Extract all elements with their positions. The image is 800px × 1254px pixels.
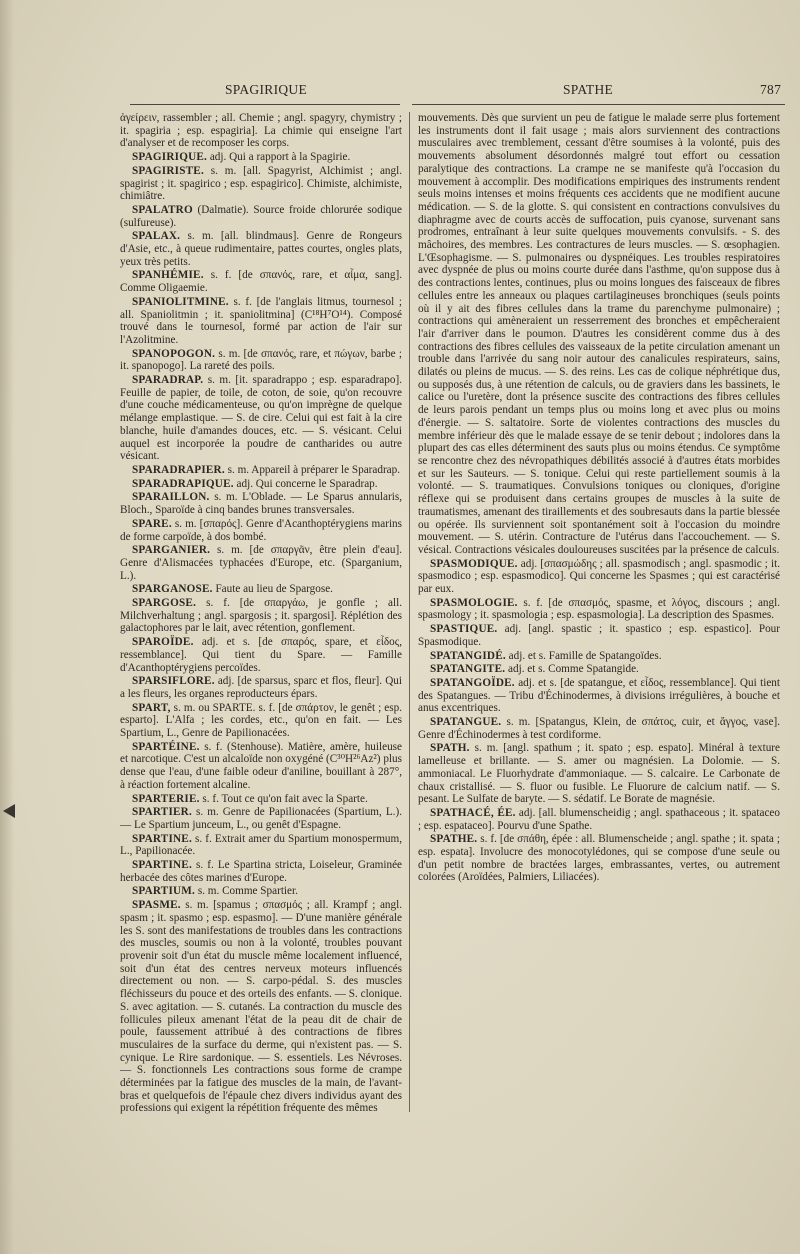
dictionary-entry xyxy=(120,806,402,831)
dictionary-entry xyxy=(418,663,780,676)
entry-headword: SPASME. xyxy=(132,899,181,912)
dictionary-entry xyxy=(418,807,780,832)
entry-headword: SPARTINE. xyxy=(132,832,192,845)
entry-headword: SPARGANOSE. xyxy=(132,583,213,596)
entry-definition: s. m. [angl. spathum ; it. spato ; esp. espato]. Minéral à texture lamelleuse et brillante. — S. amer ou magnésien. La Dolomie. — S. ammoniacal. Le Fluorhydrate d'ammoniaque. — S. calcaire. Le Carbonate de chaux cristallisé. — S. fluor ou fusible. Le Fluorure de calcium natif. — S. pesant. Le Sulfate de baryte. — S. sédatif. Le Borate de magnésie. xyxy=(418,742,780,806)
entry-headword: SPARTIUM. xyxy=(132,885,196,898)
dictionary-entry xyxy=(418,742,780,806)
entry-headword: SPAGIRIQUE. xyxy=(132,151,208,164)
right-column xyxy=(418,112,780,884)
entry-headword: SPARADRAPIER. xyxy=(132,463,225,476)
entry-headword: SPASMOLOGIE. xyxy=(430,596,518,609)
entry-headword: SPATHACÉ, ÉE. xyxy=(430,806,516,819)
dictionary-entry xyxy=(120,702,402,740)
entry-headword: SPARE. xyxy=(132,517,172,530)
dictionary-entry xyxy=(120,899,402,1115)
entry-headword: SPARADRAPIQUE. xyxy=(132,477,234,490)
dictionary-entry xyxy=(120,675,402,700)
dictionary-entry xyxy=(418,623,780,648)
entry-definition: s. m. [all. blindmaus]. Genre de Rongeurs d'Asie, etc., à queue rudimentaire, pattes courtes, ongles plats, yeux très petits. xyxy=(120,230,402,268)
entry-headword: SPARGOSE. xyxy=(132,597,197,610)
entry-definition: adj. [all. blumenscheidig ; angl. spathaceous ; it. spataceo ; esp. espataceo]. Pourvu d'une Spathe. xyxy=(418,806,780,832)
entry-headword: SPARAILLON. xyxy=(132,491,210,504)
entry-definition: mouvements. Dès que survient un peu de fatigue le malade serre plus fortement les instruments dont il fait usage ; mais alors surviennent des contractions musculaires avec tremblement, cessant d'être soumises à la volonté, puis des mouvements absolument désordonnés malgré tout effort ou cessation paralytique des contractions. La crampe ne se manifeste qu'à l'occasion du mouvement à accomplir. Des modifications empiriques des instruments rendent seuls moins intenses et moins fréquents ces accidents que ne modifient aucune médication. — S. de la glotte. S. qui consistent en contractions convulsives du diaphragme avec de courts accès de suffocation, puis cyanose, survenant sans prodromes, entraînant à leur suite quelques mouvements convulsifs. - S. des mâchoires, des membres. Les contractures de leurs muscles. — S. œsophagien. L'Œsophagisme. — S. pulmonaires ou dyspnéiques. Les troubles respiratoires avec dyspnée de plus ou moins courte durée dans l'asthme, qu'on suppose dus à des contractions lentes, continues, plus ou moins longues des faisceaux de fibres cellules entre les anneaux ou plaques cartilagineuses bronchiques (seuls points où il y ait des fibres cellules dans la trame du parenchyme pulmonaire) ; contractions qui amèneraient un resserrement des bronches et empêcheraient l'air d'arriver dans le poumon. D'autres les considèrent comme dus à des contractions des fibres cellules des vaisseaux de la petite circulation amenant un trouble dans l'arrivée du sang noir autour des canalicules respirateurs, sains, dilatés ou pleins de mucus. — S. des reins. Les cas de colique néphrétique dus, ou supposés dus, à une rétention de calculs, ou de graviers dans les bassinets, le calice ou l'uretère, dont la présence suscite des contractions des fibres cellules de leurs parois pendant un temps plus ou moins long et avec plus ou moins d'énergie. — S. saltatoire. Sorte de violentes contractions des muscles du membre inférieur dès que le malade essaye de se tenir debout ; indolores dans la plupart des cas elles déterminent des sauts plus ou moins étendus. Ce symptôme se rencontre chez des névropathiques débilités associé à d'autres états morbides et sur les Sauteurs. — S. tonique. Celui qui reste partiellement soumis à la volonté. — S. traumatiques. Convulsions toniques ou cloniques, d'origine réflexe qui se produisent dans certains groupes de muscles à la suite de traumatismes, amenant des tiraillements et des soubresauts dans la partie blessée ou opérée. Ils surviennent soit spontanément soit à l'occasion du moindre mouvement. — S. utérin. Contracture de l'utérus dans l'accouchement. — S. vésical. Contractions vésicales douloureuses suscitées par la présence de calculs. xyxy=(418,112,780,556)
entry-definition: s. f. [de σπανός, rare, et αἷμα, sang]. Comme Oligaemie. xyxy=(120,269,402,295)
dictionary-entry xyxy=(120,269,402,294)
dictionary-entry xyxy=(120,112,402,150)
dictionary-entry xyxy=(120,885,402,898)
entry-definition: s. f. [de σπάθη, épée : all. Blumenscheide ; angl. spathe ; it. spata ; esp. espata]. Involucre des monocotylédones, qui se compose d'une seule ou d'un petit nombre de bractées larges, embrassantes, vertes, ou autrement colorées (Aroïdées, Palmiers, Liliacées). xyxy=(418,833,780,884)
entry-headword: SPARSIFLORE. xyxy=(132,675,215,688)
entry-definition: adj. Qui a rapport à la Spagirie. xyxy=(207,151,351,164)
dictionary-entry xyxy=(120,464,402,477)
dictionary-entry xyxy=(120,793,402,806)
entry-headword: SPALAX. xyxy=(132,230,181,243)
entry-definition: s. m. Comme Spartier. xyxy=(195,885,298,898)
entry-headword: SPARTÉINE. xyxy=(132,740,200,753)
entry-definition: s. m. Genre de Papilionacées (Spartium, L.). — Le Spartium junceum, L., ou genêt d'Espagne. xyxy=(120,806,402,831)
entry-headword: SPARGANIER. xyxy=(132,544,211,557)
left-column xyxy=(120,112,402,1115)
entry-definition: adj. [angl. spastic ; it. spastico ; esp. espastico]. Pour Spasmodique. xyxy=(418,623,780,648)
dictionary-entry xyxy=(120,859,402,884)
dictionary-entry xyxy=(120,296,402,347)
dictionary-entry xyxy=(120,741,402,792)
dictionary-entry xyxy=(418,677,780,715)
entry-definition: adj. [σπασμώδης ; all. spasmodisch ; angl. spasmodic ; it. spasmodico ; esp. espasmodico]. Qui concerne les Spasmes ; qui est caractérisé par eux. xyxy=(418,557,780,596)
header-right-guide-word: SPATHE xyxy=(563,82,614,97)
entry-headword: SPASMODIQUE. xyxy=(430,557,518,570)
entry-definition: s. m. Appareil à préparer le Sparadrap. xyxy=(224,463,401,476)
entry-definition: s. m. [Spatangus, Klein, de σπάτος, cuir, et ἄγγος, vase]. Genre d'Échinodermes à test cordiforme. xyxy=(418,716,780,741)
entry-headword: SPALATRO xyxy=(132,203,193,216)
dictionary-entry xyxy=(120,491,402,516)
entry-headword: SPATANGOÏDE. xyxy=(430,676,515,689)
header-left-guide-word: SPAGIRIQUE xyxy=(225,82,308,97)
entry-headword: SPAGIRISTE. xyxy=(132,164,204,177)
dictionary-entry xyxy=(418,833,780,884)
entry-definition: adj. et s. Famille de Spatangoïdes. xyxy=(505,649,662,662)
entry-headword: SPANOPOGON. xyxy=(132,347,216,360)
entry-headword: SPATANGIDÉ. xyxy=(430,649,506,662)
entry-definition: s. m. ou SPARTE. s. f. [de σπάρτον, le genêt ; esp. esparto]. L'Alfa ; les cordes, etc., qu'on en fait. — Les Spartium, L., Genre de Papilionacées. xyxy=(120,701,402,740)
entry-definition: s. m. [de σπαργᾶν, être plein d'eau]. Genre d'Alismacées typhacées d'Europe, etc. (Sparganium, L.). xyxy=(120,544,402,582)
entry-definition: s. f. [de σπασμός, spasme, et λόγος, discours ; angl. spasmology ; it. spasmologia ; esp. espasmologia]. La description des Spasmes. xyxy=(418,596,780,622)
entry-definition: adj. et s. Comme Spatangide. xyxy=(505,663,639,676)
entry-definition: s. m. L'Oblade. — Le Sparus annularis, Bloch., Sparoïde à cinq bandes brunes transversales. xyxy=(120,491,402,517)
dictionary-entry xyxy=(120,374,402,463)
dictionary-entry xyxy=(418,716,780,741)
header-rule-left xyxy=(130,104,400,105)
entry-definition: adj. et s. [de σπαρός, spare, et εἶδος, ressemblance]. Qui tient du Spare. — Famille d'Acanthoptérygiens percoïdes. xyxy=(120,636,402,674)
dictionary-entry xyxy=(120,348,402,373)
dictionary-entry xyxy=(120,583,402,596)
entry-definition: s. f. (Stenhouse). Matière, amère, huileuse et narcotique. C'est un alcaloïde non oxygéné (C³⁰H²⁶Az²) plus dense que l'eau, d'une faible odeur d'aniline, bouillant à 287°, à réaction fortement alcaline. xyxy=(120,740,402,791)
entry-definition: s. f. [de σπαργάω, je gonfle ; all. Milchverhaltung ; angl. spargosis ; it. spargosi]. Réplétion des galactophores par le lait, avec rétention, gonflement. xyxy=(120,597,402,635)
entry-headword: SPATHE. xyxy=(430,833,478,846)
entry-definition: s. f. [de l'anglais litmus, tournesol ; all. Spaniolitmin ; it. spaniolitmina] (C¹⁸H⁷O¹⁴). Composé trouvé dans le tournesol, formé par action de l'air sur l'Azolitmine. xyxy=(120,295,402,346)
column-divider xyxy=(409,112,410,1112)
dictionary-entry xyxy=(418,597,780,622)
entry-definition: s. m. [spamus ; σπασμός ; all. Krampf ; angl. spasm ; it. spasmo ; esp. espasmo]. — D'une manière générale les S. sont des manifestations de troubles dans les contractions des muscles, soumis ou non à la volonté, troubles pouvant provenir soit d'un état du muscle même localement influencé, soit d'un état des centres nerveux moteurs influencés directement ou non. — S. carpo-pédal. S. des muscles fléchisseurs du pouce et des orteils des enfants. — S. clonique. S. avec agitation. — S. cutanés. La contraction du muscle des follicules pileux amenant l'état de la peau dit de chair de poule, faussement attribué à des contractions de fibres musculaires de la surface du derme, qui n'existent pas. — S. cynique. Le Rire sardonique. — S. essentiels. Les Névroses. — S. fonctionnels Les contractions sous forme de crampe déterminées par la fatigue des muscles de la main, de l'avant-bras et quelquefois de l'épaule chez divers individus ayant des professions qui exigent la répétition fréquente des mêmes xyxy=(120,899,402,1115)
entry-headword: SPARTERIE. xyxy=(132,792,200,805)
dictionary-entry xyxy=(120,478,402,491)
page-number: 787 xyxy=(760,82,782,97)
dictionary-entry xyxy=(120,230,402,268)
entry-definition: s. f. Extrait amer du Spartium monospermum, L., Papilionacée. xyxy=(120,832,402,858)
entry-headword: SPART, xyxy=(132,701,171,714)
entry-definition: s. f. Tout ce qu'on fait avec la Sparte. xyxy=(199,792,368,805)
dictionary-entry xyxy=(120,518,402,543)
dictionary-entry xyxy=(120,544,402,582)
scan-edge-shadow xyxy=(0,0,14,1254)
dictionary-entry xyxy=(120,636,402,674)
entry-definition: s. m. [all. Spagyrist, Alchimist ; angl. spagirist ; it. spagirico ; esp. espagirico]. Chimiste, alchimiste, chimiâtre. xyxy=(120,164,402,203)
entry-headword: SPATANGUE. xyxy=(430,716,502,729)
entry-headword: SPARTIER. xyxy=(132,806,192,819)
entry-definition: adj. Qui concerne le Sparadrap. xyxy=(233,477,378,490)
header-rule-right xyxy=(412,104,785,105)
entry-headword: SPANIOLITMINE. xyxy=(132,295,229,308)
dictionary-entry xyxy=(120,151,402,164)
dictionary-entry xyxy=(418,112,780,557)
entry-definition: s. m. [de σπανός, rare, et πώγων, barbe ; it. spanopogo]. La rareté des poils. xyxy=(120,347,402,373)
entry-definition: adj. et s. [de spatangue, et εἶδος, ressemblance]. Qui tient des Spatangues. — Tribu d'Échinodermes, à divisions irrégulières, à bouche et anus excentriques. xyxy=(418,676,780,715)
running-header xyxy=(0,78,800,108)
dictionary-entry xyxy=(120,165,402,203)
entry-definition: (Dalmatie). Source froide chlorurée sodique (sulfureuse). xyxy=(120,203,402,229)
entry-definition: ἀγείρειν, rassembler ; all. Chemie ; angl. spagyry, chymistry ; it. spagiria ; esp. espagiria]. La chimie qui enseigne l'art d'analyser et de recomposer les corps. xyxy=(120,112,402,150)
entry-headword: SPANHÉMIE. xyxy=(132,269,204,282)
entry-headword: SPARTINE. xyxy=(132,859,192,872)
entry-headword: SPAROÏDE. xyxy=(132,636,194,649)
dictionary-entry xyxy=(418,650,780,663)
dictionary-entry xyxy=(120,597,402,635)
entry-definition: s. m. [it. sparadrappo ; esp. esparadrapo]. Feuille de papier, de toile, de coton, de soie, qu'on recouvre d'une couche médicamenteuse, ou qu'on imprègne de quelque mélange emplastique. — S. de cire. Celui qui est fait à la cire blanche, huile d'amandes douces, etc. — S. vésicant. Celui auquel est incorporée la poudre de cantharides ou autre vésicant. xyxy=(120,374,402,463)
entry-definition: s. f. Le Spartina stricta, Loiseleur, Graminée herbacée des côtes marines d'Europe. xyxy=(120,859,402,884)
entry-headword: SPASTIQUE. xyxy=(430,623,498,636)
entry-headword: SPATH. xyxy=(430,742,470,755)
dictionary-entry xyxy=(120,204,402,229)
dictionary-entry xyxy=(418,558,780,596)
entry-definition: adj. [de sparsus, sparc et flos, fleur]. Qui a les fleurs, les organes reproducteurs épars. xyxy=(120,675,402,700)
entry-headword: SPARADRAP. xyxy=(132,374,204,387)
entry-definition: s. m. [σπαρός]. Genre d'Acanthoptérygiens marins de forme carpoïde, à dos bombé. xyxy=(120,517,402,543)
dictionary-entry xyxy=(120,833,402,858)
entry-headword: SPATANGITE. xyxy=(430,663,506,676)
entry-definition: Faute au lieu de Spargose. xyxy=(212,583,333,596)
